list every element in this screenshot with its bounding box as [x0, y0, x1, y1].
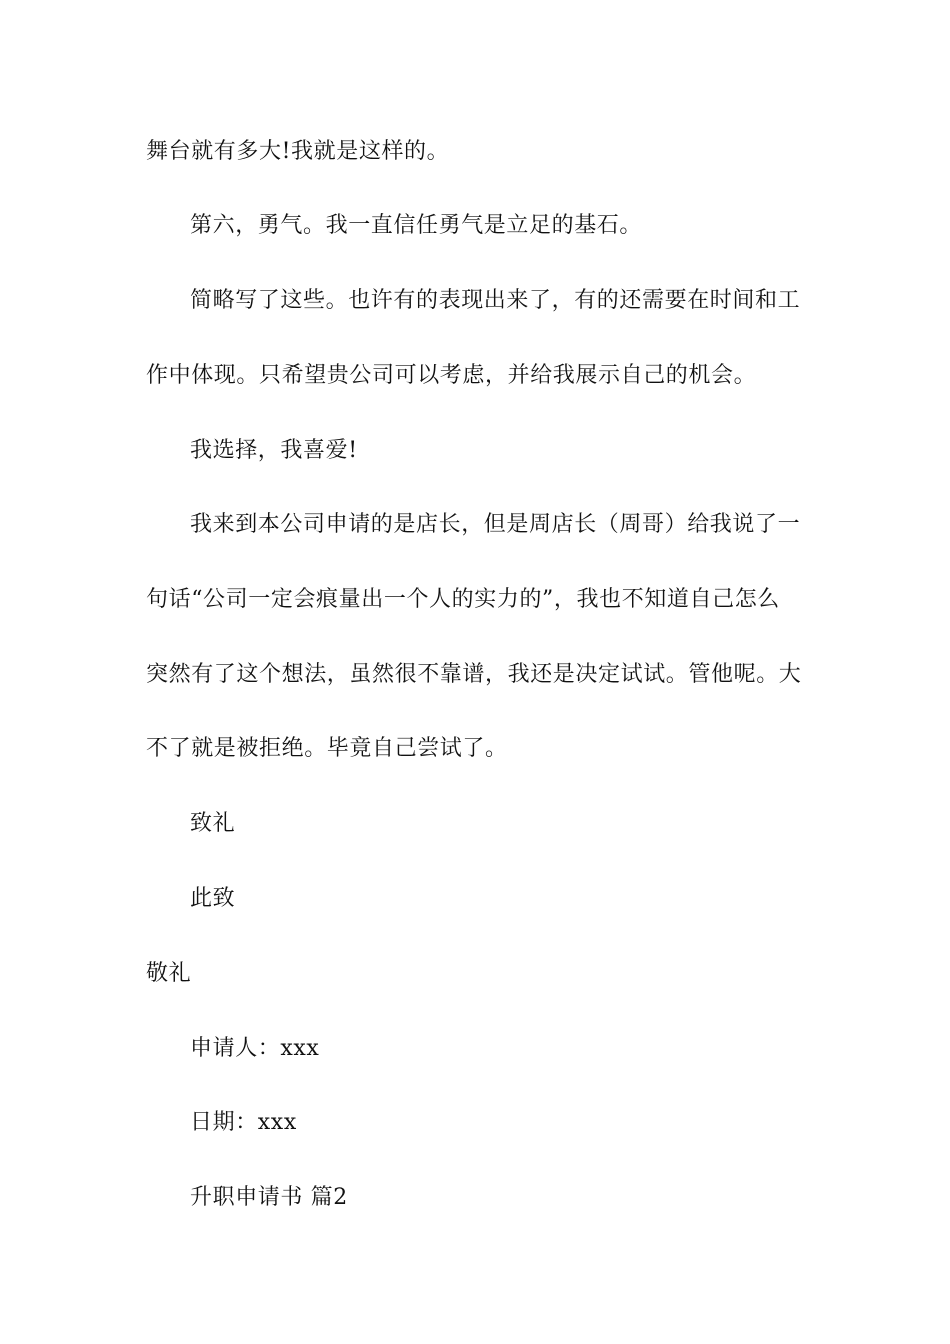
closing-salutation: 此致: [190, 886, 236, 911]
paragraph-line: 不了就是被拒绝。毕竟自己尝试了。: [146, 736, 508, 761]
paragraph-line: 第六，勇气。我一直信任勇气是立足的基石。: [190, 213, 643, 238]
paragraph-line: 句话“公司一定会痕量出一个人的实力的”，我也不知道自己怎么: [146, 587, 780, 612]
paragraph-line: 我选择，我喜爱!: [190, 438, 358, 463]
date-line: 日期：xxx: [190, 1110, 297, 1135]
closing-salutation: 敬礼: [146, 961, 192, 986]
closing-salutation: 致礼: [190, 811, 236, 836]
paragraph-line: 突然有了这个想法，虽然很不靠谱，我还是决定试试。管他呢。大: [146, 662, 802, 687]
paragraph-line: 简略写了这些。也许有的表现出来了，有的还需要在时间和工: [190, 288, 801, 313]
paragraph-line: 我来到本公司申请的是店长，但是周店长（周哥）给我说了一: [190, 512, 801, 537]
applicant-line: 申请人：xxx: [190, 1036, 320, 1061]
section-heading: 升职申请书 篇2: [190, 1185, 348, 1210]
paragraph-line: 舞台就有多大!我就是这样的。: [146, 139, 450, 164]
paragraph-line: 作中体现。只希望贵公司可以考虑，并给我展示自己的机会。: [146, 363, 757, 388]
